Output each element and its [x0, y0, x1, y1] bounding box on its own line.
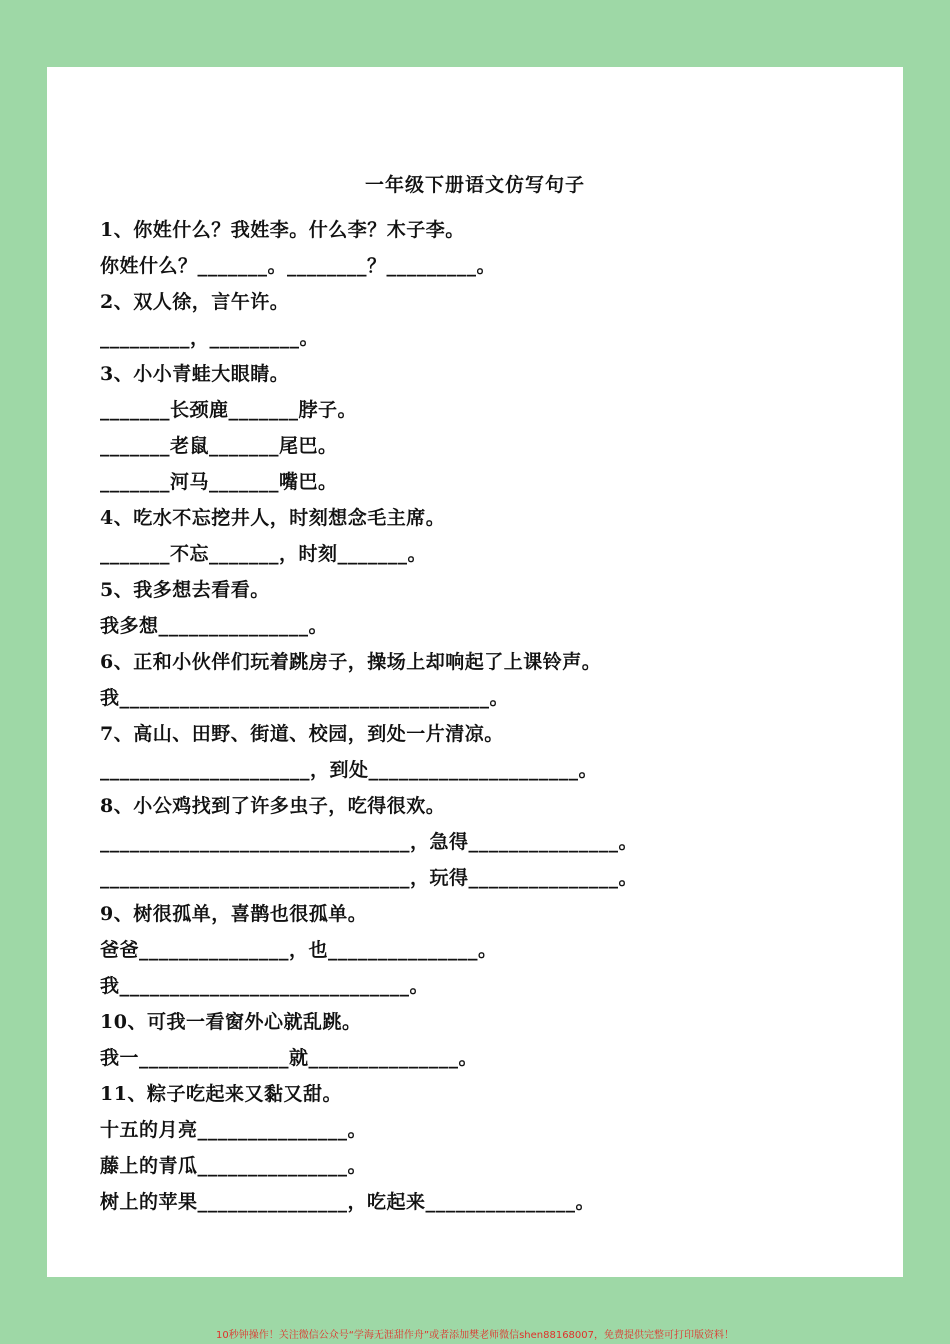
worksheet-line: 树上的苹果_______________，吃起来_______________。	[100, 1191, 596, 1213]
worksheet-line: _____________________，到处_____________________。	[100, 759, 599, 781]
worksheet-line: 藤上的青瓜_______________。	[100, 1155, 368, 1177]
worksheet-line: _______长颈鹿_______脖子。	[100, 399, 358, 421]
worksheet-line: _______河马_______嘴巴。	[100, 471, 338, 493]
footer-notice: 10秒钟操作！关注微信公众号“学海无涯甜作舟”或者添加樊老师微信shen88168007，免费提供完整可打印版资料！	[215, 1330, 735, 1341]
worksheet-line: _______________________________，玩得_______________。	[100, 867, 639, 889]
worksheet-line: 我_____________________________________。	[100, 687, 510, 709]
worksheet-line: 6、正和小伙伴们玩着跳房子，操场上却响起了上课铃声。	[100, 651, 602, 673]
worksheet-line: 9、树很孤单，喜鹊也很孤单。	[100, 903, 368, 925]
worksheet-line: 11、粽子吃起来又黏又甜。	[100, 1083, 342, 1105]
worksheet-line: 十五的月亮_______________。	[100, 1119, 368, 1141]
worksheet-line: 我一_______________就_______________。	[100, 1047, 479, 1069]
worksheet-line: 3、小小青蛙大眼睛。	[100, 363, 290, 385]
worksheet-line: 1、你姓什么？我姓李。什么李？木子李。	[100, 219, 465, 241]
worksheet-line: 4、吃水不忘挖井人，时刻想念毛主席。	[100, 507, 446, 529]
worksheet-line: 我多想_______________。	[100, 615, 329, 637]
worksheet-line: 你姓什么？_______。________？_________。	[100, 255, 497, 277]
worksheet-line: _______________________________，急得_______________。	[100, 831, 639, 853]
worksheet-line: 2、双人徐，言午许。	[100, 291, 290, 313]
worksheet-line: 爸爸_______________，也_______________。	[100, 939, 498, 961]
page-title: 一年级下册语文仿写句子	[364, 174, 585, 196]
worksheet-line: _______不忘_______，时刻_______。	[100, 543, 428, 565]
worksheet-line: 8、小公鸡找到了许多虫子，吃得很欢。	[100, 795, 446, 817]
worksheet-line: 我_____________________________。	[100, 975, 430, 997]
worksheet-line: _______老鼠_______尾巴。	[100, 435, 338, 457]
worksheet-line: 5、我多想去看看。	[100, 579, 270, 601]
worksheet-line: 7、高山、田野、街道、校园，到处一片清凉。	[100, 723, 504, 745]
worksheet-line: 10、可我一看窗外心就乱跳。	[100, 1011, 362, 1033]
worksheet-line: _________，_________。	[100, 327, 320, 349]
